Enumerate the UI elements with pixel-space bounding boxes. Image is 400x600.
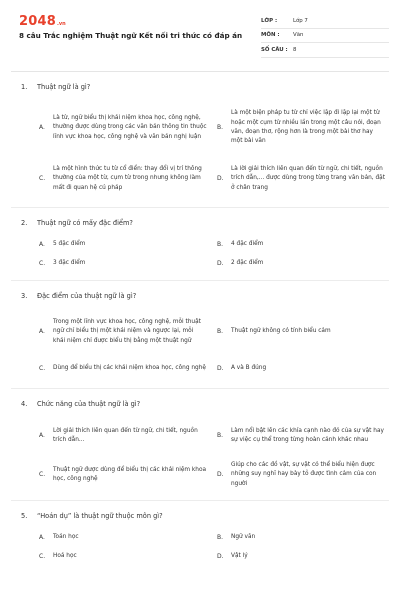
answer-option-c[interactable] xyxy=(39,356,211,382)
option-letter: C. xyxy=(39,471,46,479)
page-header xyxy=(11,0,389,72)
answer-options xyxy=(11,522,389,566)
question-header xyxy=(11,217,389,229)
answer-option-d[interactable] xyxy=(217,254,389,273)
site-logo[interactable] xyxy=(19,14,66,29)
question-text: Đặc điểm của thuật ngữ là gì? xyxy=(37,292,137,300)
answer-option-a[interactable] xyxy=(39,308,211,356)
option-letter: D. xyxy=(217,365,224,373)
answer-option-d[interactable] xyxy=(217,356,389,382)
option-letter: D. xyxy=(217,175,224,183)
option-text: Toán học xyxy=(53,533,79,540)
option-letter: B. xyxy=(217,328,224,336)
option-text: Là một biện pháp tu từ chỉ việc lặp đi lặp lại một từ hoặc một cụm từ nhiều lần trong một câu nói, đoạn văn, đoạn thơ, rộng hơn là trong một bài thơ hay một bài văn xyxy=(231,110,381,145)
answer-options xyxy=(11,410,389,494)
option-text: 2 đặc điểm xyxy=(231,259,264,266)
option-text: Trong một lĩnh vực khoa học, công nghệ, mỗi thuật ngữ chỉ biểu thị một khái niệm và ngược lại, mỗi khái niệm chỉ được biểu thị bằng một thuật ngữ xyxy=(53,318,201,344)
answer-option-c[interactable] xyxy=(39,254,211,273)
option-letter: B. xyxy=(217,432,224,440)
meta-label: MÔN : xyxy=(261,32,280,39)
logo-suffix: .vn xyxy=(56,21,66,27)
question-number: 2. xyxy=(21,219,28,227)
option-letter: C. xyxy=(39,552,46,560)
question-header xyxy=(11,510,389,522)
option-text: A và B đúng xyxy=(231,365,267,372)
question-text: Thuật ngữ là gì? xyxy=(37,83,91,91)
question-header xyxy=(11,290,389,302)
option-text: Thuật ngữ không có tính biểu cảm xyxy=(231,328,331,335)
question-text: Thuật ngữ có mấy đặc điểm? xyxy=(37,219,133,227)
option-letter: B. xyxy=(217,124,224,132)
option-text: Thuật ngữ được dùng để biểu thị các khái niệm khoa học, công nghệ xyxy=(53,466,207,482)
option-letter: C. xyxy=(39,175,46,183)
option-text: Dùng để biểu thị các khái niệm khoa học, công nghệ xyxy=(53,365,206,372)
logo-text: 2048 xyxy=(19,14,56,29)
option-letter: C. xyxy=(39,259,46,267)
answer-option-a[interactable] xyxy=(39,528,211,547)
question-header xyxy=(11,398,389,410)
answer-option-a[interactable] xyxy=(39,99,211,157)
option-letter: D. xyxy=(217,552,224,560)
question-5 xyxy=(11,510,389,566)
meta-value: Lớp 7 xyxy=(293,17,308,24)
meta-label: SỐ CÂU : xyxy=(261,46,288,53)
meta-row-subject xyxy=(261,29,389,44)
answer-option-a[interactable] xyxy=(39,416,211,456)
option-text: Là một hình thức tu từ cổ điển: thay đổi vị trí thông thường của một từ, cụm từ trong nhưng không làm mất đi quan hệ cú pháp xyxy=(53,165,202,191)
question-3 xyxy=(11,290,389,398)
option-text: 5 đặc điểm xyxy=(53,240,86,247)
answer-option-c[interactable] xyxy=(39,157,211,201)
answer-option-b[interactable] xyxy=(217,235,389,254)
option-letter: C. xyxy=(39,365,46,373)
answer-option-c[interactable] xyxy=(39,547,211,566)
answer-option-d[interactable] xyxy=(217,456,389,494)
meta-row-count xyxy=(261,43,389,58)
option-letter: A. xyxy=(39,124,45,132)
option-text: Làm nổi bật lên các khía cạnh nào đó của sự vật hay sự việc cụ thể trong từng hoàn cảnh khác nhau xyxy=(231,427,384,443)
option-letter: B. xyxy=(217,240,224,248)
answer-option-b[interactable] xyxy=(217,528,389,547)
question-4 xyxy=(11,398,389,510)
answer-option-c[interactable] xyxy=(39,456,211,494)
option-letter: A. xyxy=(39,240,45,248)
question-header xyxy=(11,81,389,93)
option-text: Là lời giải thích liên quan đến từ ngữ, chi tiết, nguồn trích dẫn,... được dùng trong từng trang văn bản, đặt ở chân trang xyxy=(231,165,385,191)
page-title: 8 câu Trắc nghiệm Thuật ngữ Kết nối tri thức có đáp án xyxy=(19,31,243,40)
meta-value: Văn xyxy=(293,32,304,39)
option-text: Là từ, ngữ biểu thị khái niệm khoa học, công nghệ, thường được dùng trong các văn bản thông tin thuộc lĩnh vực khoa học, công nghệ và văn bản nghị luận xyxy=(53,114,207,140)
answer-options xyxy=(11,302,389,382)
answer-option-b[interactable] xyxy=(217,99,389,157)
answer-options xyxy=(11,93,389,201)
option-letter: A. xyxy=(39,328,45,336)
option-text: Giúp cho các đồ vật, sự vật có thể biểu hiện được những suy nghĩ hay bày tỏ được tình cảm của con người xyxy=(231,461,377,487)
question-1 xyxy=(11,81,389,217)
answer-option-d[interactable] xyxy=(217,157,389,201)
option-letter: D. xyxy=(217,259,224,267)
option-text: Lời giải thích liên quan đến từ ngữ, chi tiết, nguồn trích dẫn... xyxy=(53,427,198,443)
question-text: “Hoán dụ” là thuật ngữ thuộc môn gì? xyxy=(37,512,163,520)
option-letter: B. xyxy=(217,533,224,541)
answer-option-b[interactable] xyxy=(217,308,389,356)
option-letter: A. xyxy=(39,432,45,440)
meta-value: 8 xyxy=(293,46,297,53)
answer-option-b[interactable] xyxy=(217,416,389,456)
answer-options xyxy=(11,229,389,273)
answer-option-a[interactable] xyxy=(39,235,211,254)
question-list xyxy=(11,81,389,566)
question-number: 1. xyxy=(21,83,28,91)
question-2 xyxy=(11,217,389,290)
option-letter: A. xyxy=(39,533,45,541)
meta-row-grade xyxy=(261,14,389,29)
question-number: 3. xyxy=(21,292,28,300)
question-number: 5. xyxy=(21,512,28,520)
meta-label: LỚP : xyxy=(261,17,278,24)
option-text: Ngữ văn xyxy=(231,533,256,540)
option-text: 4 đặc điểm xyxy=(231,240,264,247)
answer-option-d[interactable] xyxy=(217,547,389,566)
option-text: Hoá học xyxy=(53,552,77,559)
question-text: Chức năng của thuật ngữ là gì? xyxy=(37,400,141,408)
question-number: 4. xyxy=(21,400,28,408)
option-text: Vật lý xyxy=(231,552,248,559)
option-letter: D. xyxy=(217,471,224,479)
option-text: 3 đặc điểm xyxy=(53,259,86,266)
quiz-meta xyxy=(261,14,389,58)
